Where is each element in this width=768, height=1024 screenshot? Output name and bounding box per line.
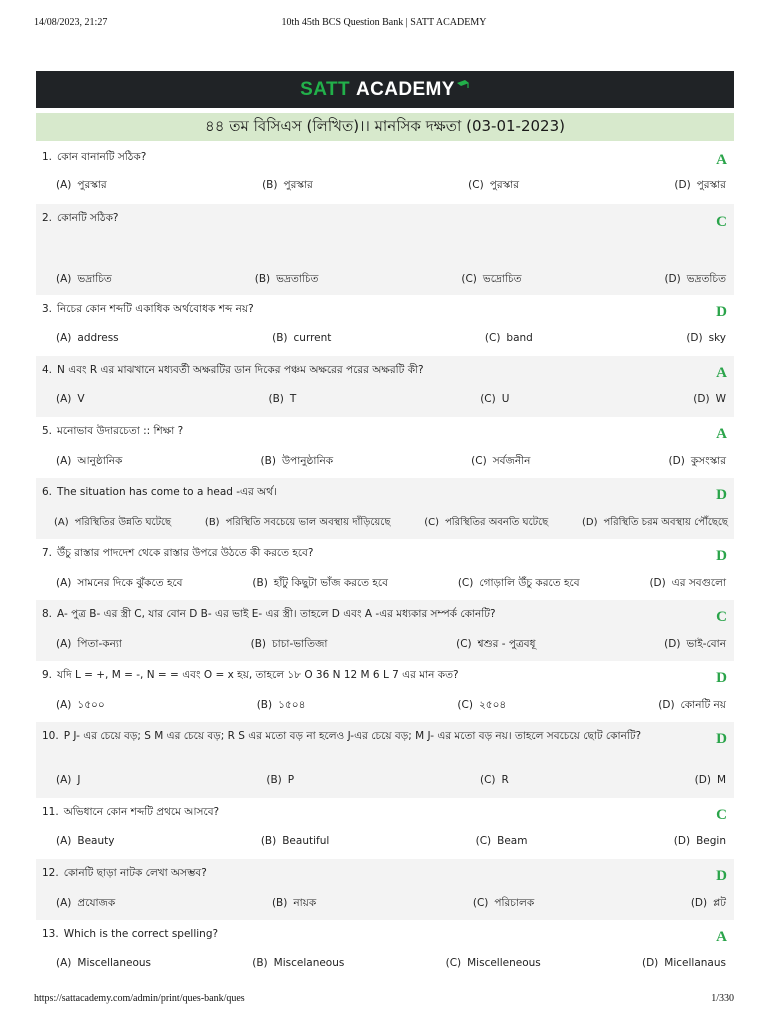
option-label: (B) [262, 179, 278, 191]
brand-name-white: ACADEMY [355, 78, 455, 100]
option-c [473, 896, 534, 913]
option-b [266, 774, 294, 786]
question-text: নিচের কোন শব্দটি একাধিক অর্থবোধক শব্দ নয়? [57, 303, 254, 315]
options-row [54, 515, 728, 532]
option-text: ভদ্রতচিত [686, 273, 726, 285]
option-label: (B) [252, 577, 268, 589]
option-label: (A) [56, 774, 72, 786]
option-a [56, 332, 119, 344]
option-label: (A) [56, 179, 72, 191]
option-text: সর্বজনীন [492, 455, 531, 467]
question-item [36, 417, 734, 478]
option-text: পুরস্কার [283, 179, 313, 191]
question-item [36, 204, 734, 295]
option-a [56, 896, 115, 913]
answer-key: A [716, 152, 727, 168]
option-c [476, 835, 528, 847]
option-text: উপানুষ্ঠানিক [281, 455, 334, 467]
option-a [56, 637, 122, 654]
option-c [424, 515, 548, 532]
option-label: (A) [56, 332, 72, 344]
option-label: (B) [204, 517, 220, 528]
question-number: 10. [42, 730, 59, 742]
question-number: 4. [42, 364, 53, 376]
option-c [458, 576, 580, 593]
question-item [36, 143, 734, 204]
option-text: শ্বশুর - পুত্রবধূ [477, 638, 536, 650]
brand-banner [36, 71, 734, 108]
option-text: পুরস্কার [696, 179, 726, 191]
question-number: 7. [42, 547, 53, 559]
option-label: (C) [468, 179, 484, 191]
option-d [674, 178, 726, 195]
option-d [669, 454, 726, 471]
option-label: (B) [266, 774, 282, 786]
question-item [36, 600, 734, 661]
print-header [34, 17, 734, 31]
graduation-cap-icon [456, 79, 470, 93]
option-label: (C) [461, 273, 477, 285]
question-number: 3. [42, 303, 53, 315]
answer-key: A [716, 365, 727, 381]
option-text: Beauty [77, 835, 115, 847]
option-d [693, 393, 726, 405]
option-label: (B) [252, 957, 268, 969]
option-label: (D) [664, 273, 681, 285]
option-c [480, 393, 509, 405]
options-row [56, 698, 726, 715]
option-text: কোনটি নয় [680, 699, 726, 711]
option-label: (D) [581, 517, 598, 528]
option-label: (D) [642, 957, 659, 969]
option-label: (D) [664, 638, 681, 650]
option-label: (D) [686, 332, 703, 344]
option-text: ১৫০০ [77, 699, 105, 711]
question-number: 1. [42, 151, 53, 163]
option-label: (D) [658, 699, 675, 711]
question-text: The situation has come to a head -এর অর্থ। [57, 486, 277, 498]
option-text: current [293, 332, 332, 344]
option-label: (C) [479, 774, 496, 786]
question-number: 12. [42, 867, 59, 879]
option-text: ভাই-বোন [686, 638, 726, 650]
options-row [56, 774, 726, 786]
option-d [686, 332, 726, 344]
question-item [36, 920, 734, 981]
option-label: (A) [56, 393, 72, 405]
option-label: (A) [56, 835, 72, 847]
option-text: চাচা-ভাতিজা [272, 638, 328, 650]
question-list [36, 143, 734, 981]
option-text: সামনের দিকে ঝুঁকতে হবে [77, 577, 183, 589]
question-item [36, 478, 734, 539]
option-text: ১৫০৪ [278, 699, 306, 711]
option-label: (B) [268, 393, 284, 405]
option-text: U [501, 393, 510, 405]
option-text: sky [708, 332, 726, 344]
option-d [695, 774, 726, 786]
option-label: (C) [457, 699, 473, 711]
question-text: কোন বানানটি সঠিক? [57, 151, 147, 163]
option-label: (B) [260, 455, 276, 467]
print-url: https://sattacademy.com/admin/print/ques-bank/ques [34, 993, 245, 1004]
option-label: (C) [445, 957, 462, 969]
option-a [54, 515, 171, 532]
question-number: 13. [42, 928, 59, 940]
option-label: (A) [56, 638, 72, 650]
question-text: অভিধানে কোন শব্দটি প্রথমে আসবে? [63, 806, 220, 818]
option-text: হাঁটু কিছুটা ভাঁজ করতে হবে [273, 577, 388, 589]
question-item [36, 859, 734, 920]
option-text: Miscelaneous [273, 957, 345, 969]
option-label: (C) [424, 517, 440, 528]
option-a [56, 178, 107, 195]
option-c [456, 637, 535, 654]
answer-key: D [716, 731, 727, 747]
question-number: 5. [42, 425, 53, 437]
answer-key: C [716, 214, 727, 230]
option-b [252, 957, 344, 969]
question-text: N এবং R এর মাঝখানে মধ্যবর্তী অক্ষরটির ডান দিকের পঞ্চম অক্ষরের পরের অক্ষরটি কী? [57, 364, 424, 376]
option-label: (B) [260, 835, 277, 847]
option-b [255, 272, 319, 289]
option-label: (D) [668, 455, 685, 467]
options-row [56, 454, 726, 471]
option-text: Beam [497, 835, 528, 847]
option-label: (D) [649, 577, 666, 589]
option-text: ভদ্রোচিত [482, 273, 522, 285]
exam-title: ৪৪ তম বিসিএস (লিখিত)।। মানসিক দক্ষতা (03-01-2023) [36, 113, 734, 141]
option-label: (C) [484, 332, 501, 344]
option-text: J [77, 774, 81, 786]
option-text: প্রযোজক [77, 897, 116, 909]
answer-key: A [716, 929, 727, 945]
option-label: (B) [250, 638, 267, 650]
question-item [36, 295, 734, 356]
question-item [36, 356, 734, 417]
option-b [257, 698, 306, 715]
option-d [658, 698, 726, 715]
print-footer [34, 993, 734, 1007]
option-b [261, 835, 329, 847]
option-text: W [715, 393, 726, 405]
option-label: (C) [457, 577, 474, 589]
option-text: P [287, 774, 295, 786]
option-a [56, 957, 151, 969]
print-page-title: 10th 45th BCS Question Bank | SATT ACADEMY [281, 17, 487, 28]
option-b [272, 332, 331, 344]
brand-logo [300, 79, 470, 101]
option-text: T [289, 393, 297, 405]
option-text: গোড়ালি উঁচু করতে হবে [479, 577, 580, 589]
option-text: V [77, 393, 85, 405]
options-row [56, 272, 726, 289]
option-c [471, 454, 530, 471]
option-a [56, 698, 105, 715]
question-number: 8. [42, 608, 53, 620]
option-b [268, 393, 296, 405]
option-label: (D) [673, 835, 691, 847]
question-text: মনোভাব উদারচেতা :: শিক্ষা ? [57, 425, 184, 437]
question-text: Which is the correct spelling? [63, 928, 219, 940]
option-d [649, 576, 726, 593]
option-text: Beautiful [282, 835, 330, 847]
option-text: পিতা-কন্যা [77, 638, 122, 650]
question-text: A- পুত্র B- এর স্ত্রী C, যার বোন D B- এর ভাই E- এর স্ত্রী। তাহলে D এবং A -এর মধ্যকার সম্পর্ক কোনটি? [57, 608, 496, 620]
option-text: নায়ক [293, 897, 317, 909]
option-text: M [716, 774, 726, 786]
option-text: পরিস্থিতির অবনতি ঘটেছে [445, 517, 549, 528]
option-text: R [501, 774, 509, 786]
option-label: (C) [472, 897, 489, 909]
question-text: কোনটি ছাড়া নাটক লেখা অসম্ভব? [63, 867, 207, 879]
answer-key: D [716, 670, 727, 686]
answer-key: C [716, 807, 727, 823]
option-label: (A) [56, 957, 72, 969]
option-label: (D) [690, 897, 708, 909]
option-a [56, 393, 85, 405]
question-text: P J- এর চেয়ে বড়; S M এর চেয়ে বড়; R S এর মতো বড় না হলেও J-এর চেয়ে বড়; M J- এর মতো বড় নয়। তাহলে সবচেয়ে ছোট কোনটি? [63, 730, 642, 742]
option-label: (B) [272, 332, 288, 344]
answer-key: A [716, 426, 727, 442]
question-item [36, 661, 734, 722]
option-c [485, 332, 533, 344]
option-text: পুরস্কার [489, 179, 519, 191]
option-label: (A) [56, 897, 72, 909]
option-c [446, 957, 541, 969]
option-label: (A) [56, 577, 72, 589]
option-d [582, 515, 728, 532]
option-d [664, 272, 726, 289]
option-d [691, 896, 726, 913]
option-a [56, 576, 183, 593]
answer-key: D [716, 487, 727, 503]
question-text: উঁচু রাস্তার পাদদেশ থেকে রাস্তার উপরে উঠতে কী করতে হবে? [57, 547, 314, 559]
option-c [461, 272, 521, 289]
options-row [56, 393, 726, 405]
option-label: (C) [456, 638, 472, 650]
question-item [36, 539, 734, 600]
option-label: (D) [694, 774, 711, 786]
options-row [56, 896, 726, 913]
option-text: পরিস্থিতির উন্নতি ঘটেছে [74, 517, 172, 528]
option-text: প্লট [713, 897, 726, 909]
option-label: (B) [271, 897, 288, 909]
option-a [56, 774, 81, 786]
option-c [468, 178, 519, 195]
option-text: ভদ্রতাচিত [276, 273, 319, 285]
option-c [457, 698, 506, 715]
option-b [252, 576, 388, 593]
option-text: পরিচালক [494, 897, 535, 909]
option-label: (C) [475, 835, 492, 847]
option-d [664, 637, 726, 654]
option-text: band [506, 332, 533, 344]
option-label: (D) [693, 393, 710, 405]
option-b [261, 454, 334, 471]
options-row [56, 957, 726, 969]
question-item [36, 722, 734, 798]
option-label: (A) [54, 517, 69, 528]
option-d [674, 835, 726, 847]
answer-key: D [716, 548, 727, 564]
option-a [56, 835, 114, 847]
print-date: 14/08/2023, 21:27 [34, 17, 108, 28]
option-label: (D) [674, 179, 691, 191]
option-text: পরিস্থিতি সবচেয়ে ভাল অবস্থায় দাঁড়িয়েছে [225, 517, 391, 528]
option-text: আনুষ্ঠানিক [77, 455, 123, 467]
option-text: কুসংস্কার [690, 455, 726, 467]
option-b [272, 896, 316, 913]
question-number: 6. [42, 486, 53, 498]
option-label: (A) [56, 455, 72, 467]
brand-name-green: SATT [300, 78, 350, 100]
options-row [56, 178, 726, 195]
option-b [205, 515, 390, 532]
options-row [56, 637, 726, 654]
question-number: 2. [42, 212, 53, 224]
option-b [251, 637, 328, 654]
options-row [56, 576, 726, 593]
option-label: (C) [480, 393, 496, 405]
option-text: এর সবগুলো [671, 577, 726, 589]
question-text: কোনটি সঠিক? [57, 212, 119, 224]
option-text: Miscellaneous [77, 957, 152, 969]
answer-key: C [716, 609, 727, 625]
option-text: ২৫০৪ [478, 699, 507, 711]
option-text: পুরস্কার [77, 179, 107, 191]
page-number: 1/330 [711, 993, 734, 1004]
option-b [262, 178, 313, 195]
option-text: address [77, 332, 119, 344]
option-d [642, 957, 726, 969]
option-label: (A) [56, 273, 72, 285]
question-number: 9. [42, 669, 53, 681]
option-text: Begin [696, 835, 726, 847]
option-label: (C) [471, 455, 487, 467]
option-c [480, 774, 509, 786]
answer-key: D [716, 304, 727, 320]
question-item [36, 798, 734, 859]
option-text: Miscelleneous [467, 957, 541, 969]
options-row [56, 835, 726, 847]
option-text: Micellanaus [664, 957, 726, 969]
option-text: পরিস্থিতি চরম অবস্থায় পৌঁছেছে [603, 517, 728, 528]
option-label: (B) [254, 273, 271, 285]
option-label: (B) [256, 699, 273, 711]
option-label: (A) [56, 699, 72, 711]
option-a [56, 454, 122, 471]
options-row [56, 332, 726, 344]
option-text: ভদ্রাচিত [77, 273, 112, 285]
question-number: 11. [42, 806, 59, 818]
option-a [56, 272, 112, 289]
answer-key: D [716, 868, 727, 884]
question-text: যদি L = +, M = -, N = = এবং O = x হয়, তাহলে ১৮ O 36 N 12 M 6 L 7 এর মান কত? [57, 669, 459, 681]
